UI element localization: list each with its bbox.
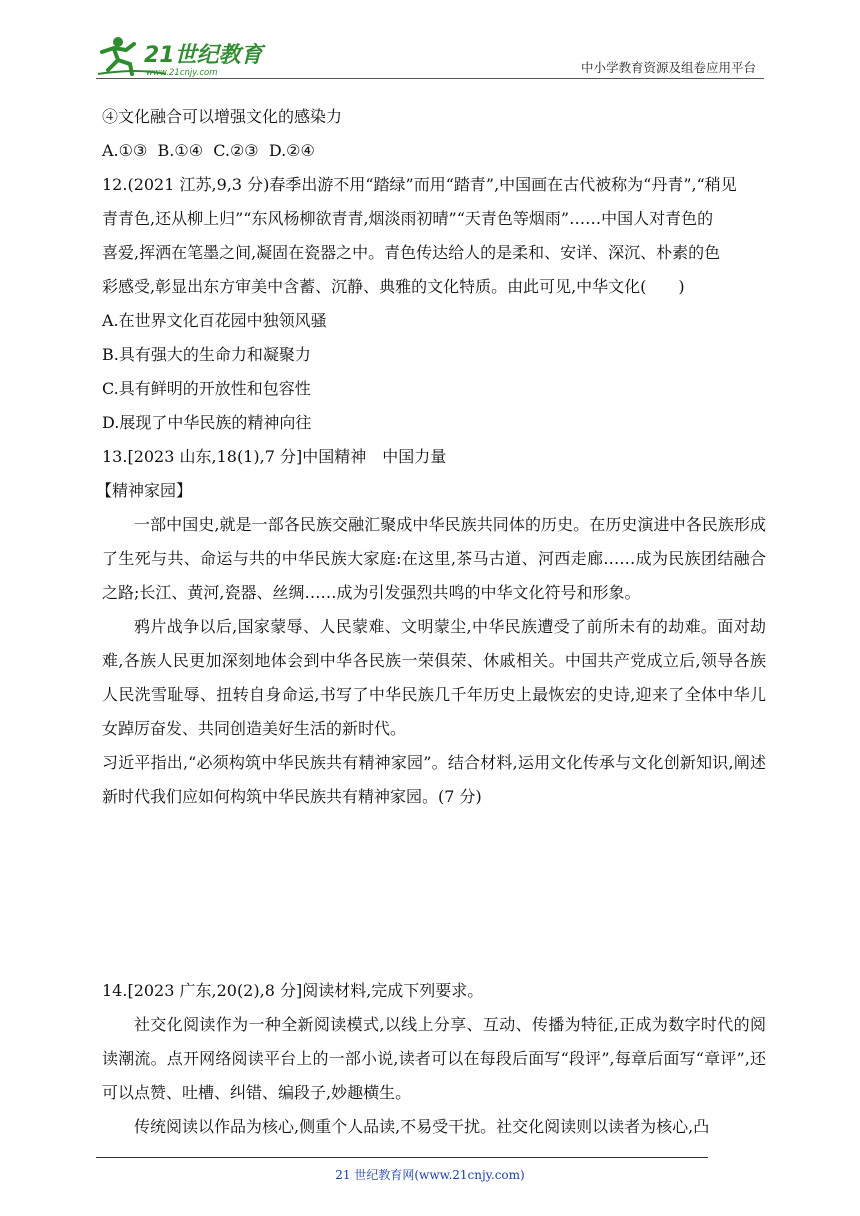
q11-choices: A.①③ B.①④ C.②③ D.②④ — [102, 141, 315, 160]
platform-name: 中小学教育资源及组卷应用平台 — [580, 60, 756, 75]
header-divider — [96, 78, 764, 79]
footer-source: 21 世纪教育网(www.21cnjy.com) — [335, 1168, 525, 1182]
logo-21cnjy — [96, 34, 266, 78]
q12-stem-line-2: 青青色,还从柳上归”“东风杨柳欲青青,烟淡雨初晴”“天青色等烟雨”……中国人对青色的 — [102, 209, 714, 228]
q12-option-d: D.展现了中华民族的精神向往 — [102, 413, 312, 432]
q13-section-heading: 【精神家园】 — [96, 481, 193, 500]
footer-divider — [96, 1157, 708, 1158]
q12-option-a: A.在世界文化百花园中独领风骚 — [102, 311, 327, 330]
q11-option-4: ④文化融合可以增强文化的感染力 — [102, 107, 343, 126]
q13-question: 习近平指出,“必须构筑中华民族共有精神家园”。结合材料,运用文化传承与文化创新知识,阐述新时代我们应如何构筑中华民族共有精神家园。(7 分) — [102, 753, 766, 806]
q12-stem-line-3: 喜爱,挥洒在笔墨之间,凝固在瓷器之中。青色传达给人的是柔和、安详、深沉、朴素的色 — [102, 243, 721, 262]
answer-space — [102, 814, 766, 974]
page-content — [96, 100, 766, 1144]
q12-option-b: B.具有强大的生命力和凝聚力 — [102, 345, 311, 364]
q13-material-paragraph-1: 一部中国史,就是一部各民族交融汇聚成中华民族共同体的历史。在历史演进中各民族形成了生死与共、命运与共的中华民族大家庭:在这里,茶马古道、河西走廊……成为民族团结融合之路;长江、黄河,瓷器、丝绸……成为引发强烈共鸣的中华文化符号和形象。 — [102, 515, 766, 602]
page-header — [96, 34, 764, 80]
q12-stem-line-4: 彩感受,彰显出东方审美中含蓄、沉静、典雅的文化特质。由此可见,中华文化( ) — [102, 277, 685, 296]
q12-stem-line-1: 12.(2021 江苏,9,3 分)春季出游不用“踏绿”而用“踏青”,中国画在古代被称为“丹青”,“稍见 — [102, 175, 737, 194]
q13-material-paragraph-2: 鸦片战争以后,国家蒙辱、人民蒙难、文明蒙尘,中华民族遭受了前所未有的劫难。面对劫难,各族人民更加深刻地体会到中华各民族一荣俱荣、休戚相关。中国共产党成立后,领导各族人民洗雪耻辱、扭转自身命运,书写了中华民族几千年历史上最恢宏的史诗,迎来了全体中华儿女踔厉奋发、共同创造美好生活的新时代。 — [102, 617, 766, 738]
logo-graphic — [96, 34, 266, 78]
svg-text:21世纪教育: 21世纪教育 — [144, 43, 263, 68]
q14-material-paragraph-2: 传统阅读以作品为核心,侧重个人品读,不易受干扰。社交化阅读则以读者为核心,凸 — [134, 1117, 710, 1136]
q12-option-c: C.具有鲜明的开放性和包容性 — [102, 379, 311, 398]
q14-title: 14.[2023 广东,20(2),8 分]阅读材料,完成下列要求。 — [102, 981, 484, 1000]
q13-title: 13.[2023 山东,18(1),7 分]中国精神 中国力量 — [102, 447, 447, 466]
q14-material-paragraph-1: 社交化阅读作为一种全新阅读模式,以线上分享、互动、传播为特征,正成为数字时代的阅读潮流。点开网络阅读平台上的一部小说,读者可以在每段后面写“段评”,每章后面写“章评”,还可以点赞、吐槽、纠错、编段子,妙趣横生。 — [102, 1015, 766, 1102]
svg-text:www.21cnjy.com: www.21cnjy.com — [146, 68, 218, 78]
